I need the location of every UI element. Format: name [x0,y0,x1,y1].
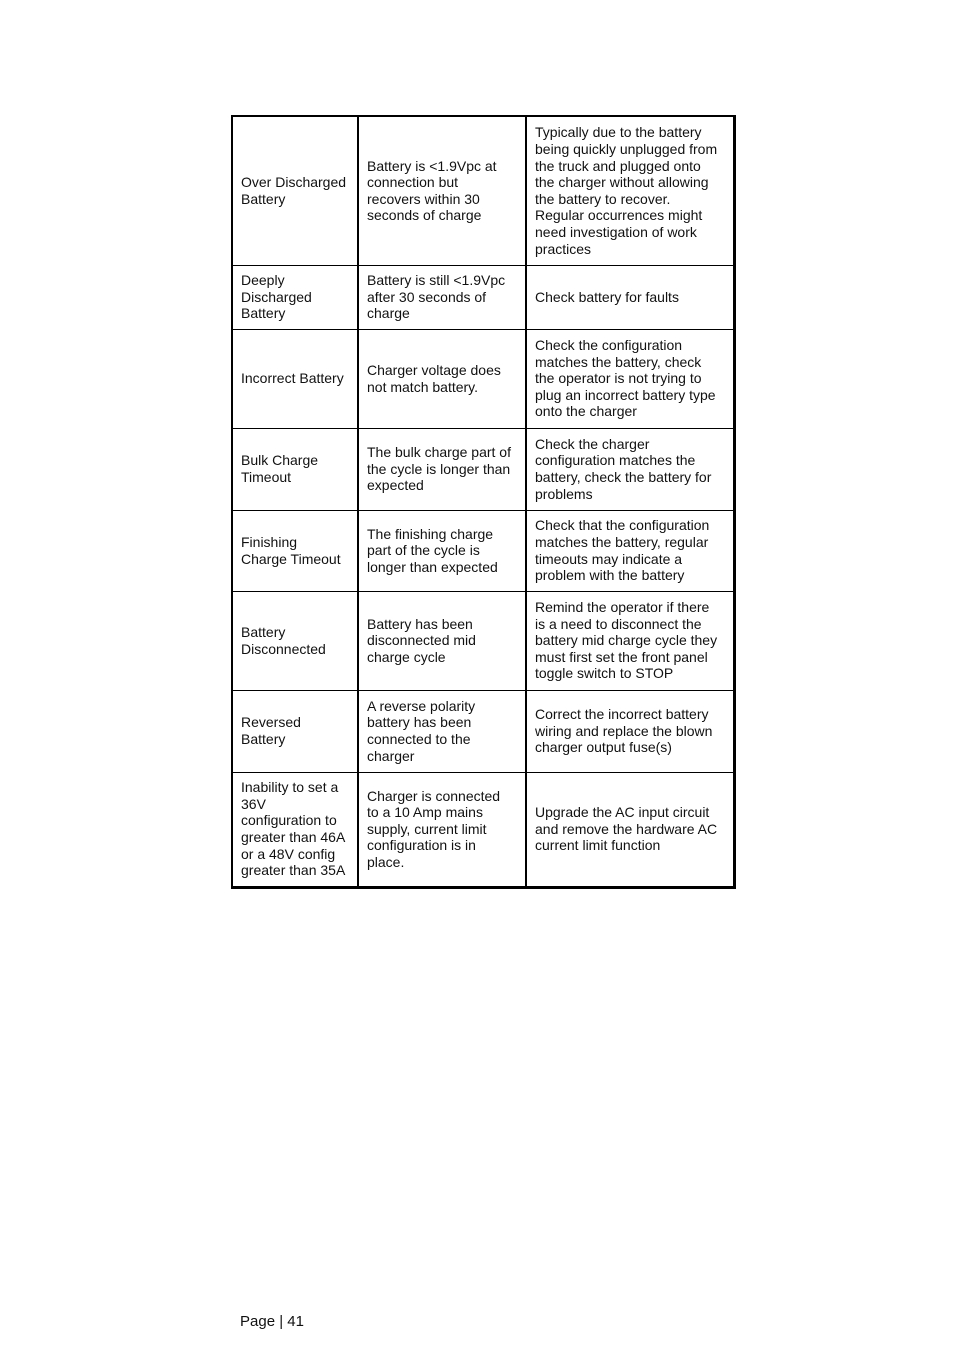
cause-cell: Charger voltage does not match battery. [358,329,526,428]
cause-cell: The finishing charge part of the cycle is longer than expected [358,510,526,591]
table-row [232,116,734,265]
action-cell: Correct the incorrect battery wiring and replace the blown charger output fuse(s) [526,690,734,772]
cause-cell: The bulk charge part of the cycle is longer than expected [358,428,526,510]
action-cell: Typically due to the battery being quickly unplugged from the truck and plugged onto the charger without allowing the battery to recover. Regular occurrences might need investigation of work practices [526,116,734,265]
cause-cell: Battery has been disconnected mid charge cycle [358,591,526,690]
cause-cell: Charger is connected to a 10 Amp mains supply, current limit configuration is in place. [358,772,526,887]
page-number: Page | 41 [240,1313,304,1330]
fault-cell: Reversed Battery [232,690,358,772]
fault-cell: Over Discharged Battery [232,116,358,265]
table-row [232,265,734,329]
action-cell: Remind the operator if there is a need to disconnect the battery mid charge cycle they must first set the front panel toggle switch to STOP [526,591,734,690]
table-row [232,772,734,887]
table-row [232,690,734,772]
action-cell: Check battery for faults [526,265,734,329]
fault-cell: Incorrect Battery [232,329,358,428]
cause-cell: A reverse polarity battery has been connected to the charger [358,690,526,772]
fault-cell: Battery Disconnected [232,591,358,690]
action-cell: Upgrade the AC input circuit and remove the hardware AC current limit function [526,772,734,887]
action-cell: Check the charger configuration matches the battery, check the battery for problems [526,428,734,510]
fault-cell: Bulk Charge Timeout [232,428,358,510]
fault-cell: Deeply Discharged Battery [232,265,358,329]
cause-cell: Battery is <1.9Vpc at connection but recovers within 30 seconds of charge [358,116,526,265]
cause-cell: Battery is still <1.9Vpc after 30 seconds of charge [358,265,526,329]
table-row [232,591,734,690]
table-row [232,329,734,428]
action-cell: Check that the configuration matches the battery, regular timeouts may indicate a problem with the battery [526,510,734,591]
fault-cell: Inability to set a 36V configuration to greater than 46A or a 48V config greater than 35A [232,772,358,887]
fault-table [231,115,736,889]
action-cell: Check the configuration matches the battery, check the operator is not trying to plug an incorrect battery type onto the charger [526,329,734,428]
table-row [232,428,734,510]
table-row [232,510,734,591]
fault-cell: Finishing Charge Timeout [232,510,358,591]
